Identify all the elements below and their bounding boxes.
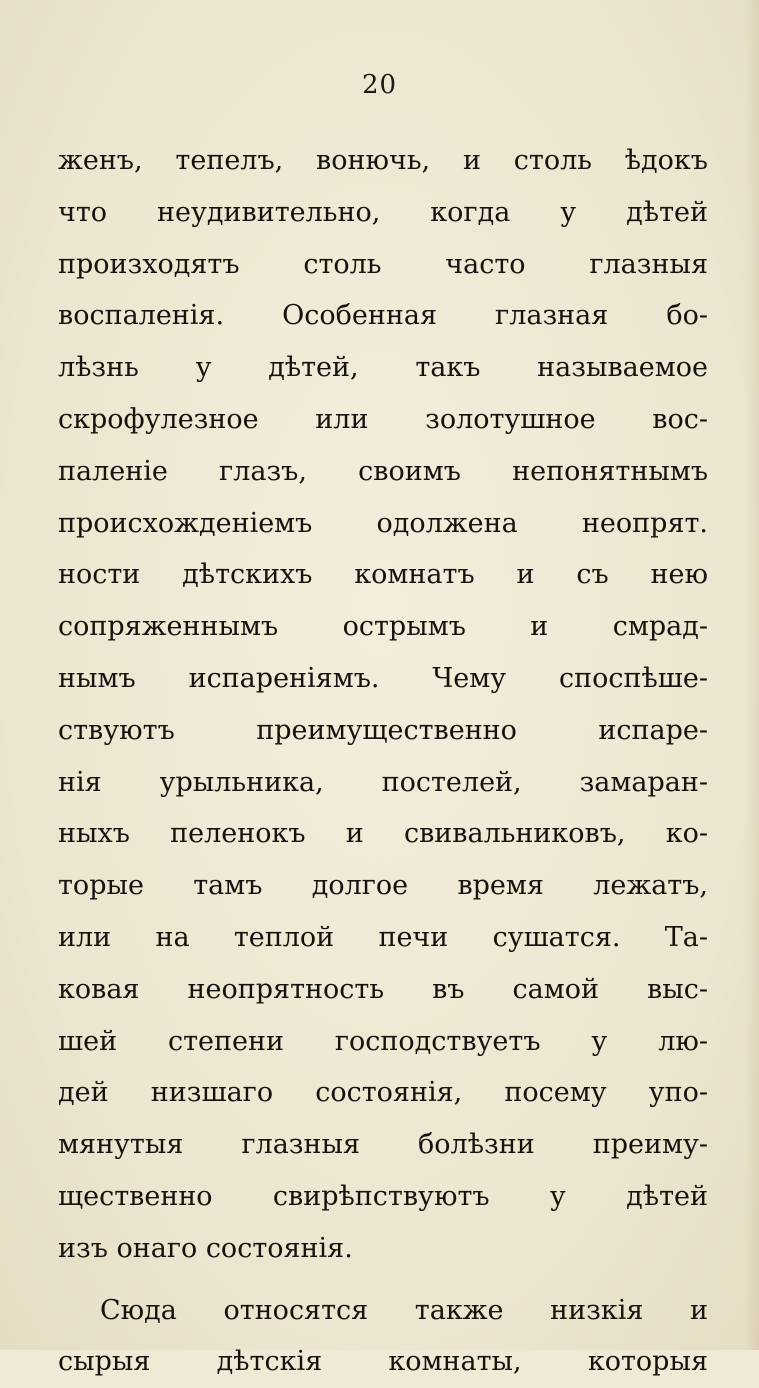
text-line: лѣзнь у дѣтей, такъ называемое [58, 352, 708, 384]
text-line: сырыя дѣтскія комнаты, которыя [58, 1346, 708, 1378]
text-line: ковая неопрятность въ самой выс- [58, 973, 708, 1005]
text-line: произходятъ столь часто глазныя [58, 248, 708, 280]
text-line: ныхъ пеленокъ и свивальниковъ, ко- [58, 818, 708, 850]
page-edge-shadow [745, 0, 759, 1350]
paragraph-gap [58, 1275, 708, 1285]
text-line: происхожденіемъ одолжена неопрят. [58, 507, 708, 539]
text-line: шей степени господствуетъ у лю- [58, 1025, 708, 1057]
text-line: скрофулезное или золотушное вос- [58, 403, 708, 435]
text-line: воспаленія. Особенная глазная бо- [58, 300, 708, 332]
page-number: 20 [361, 70, 398, 100]
text-line: или на теплой печи сушатся. Та- [58, 921, 708, 953]
text-line: нымъ испареніямъ. Чему споспѣше- [58, 662, 708, 694]
text-line: щественно свирѣпствуютъ у дѣтей [58, 1180, 708, 1212]
text-line: изъ онаго состоянія. [58, 1232, 353, 1264]
text-line: сопряженнымъ острымъ и смрад- [58, 611, 708, 643]
text-line: нія урыльника, постелей, замаран- [58, 766, 708, 798]
body-text [58, 135, 708, 1388]
text-line: Сюда относятся также низкія и [100, 1294, 708, 1326]
paragraph-1 [58, 135, 708, 1275]
text-line: паленіе глазъ, своимъ непонятнымъ [58, 455, 708, 487]
paragraph-2 [58, 1285, 708, 1388]
text-line: мянутыя глазныя болѣзни преиму- [58, 1129, 708, 1161]
text-line: торые тамъ долгое время лежатъ, [58, 870, 708, 902]
text-line: женъ, тепелъ, вонючь, и столь ѣдокъ [58, 145, 708, 176]
text-line: что неудивительно, когда у дѣтей [58, 196, 708, 228]
text-line: ствуютъ преимущественно испаре- [58, 714, 708, 746]
text-line: дей низшаго состоянія, посему упо- [58, 1077, 708, 1109]
text-line: ности дѣтскихъ комнатъ и съ нею [58, 559, 708, 591]
